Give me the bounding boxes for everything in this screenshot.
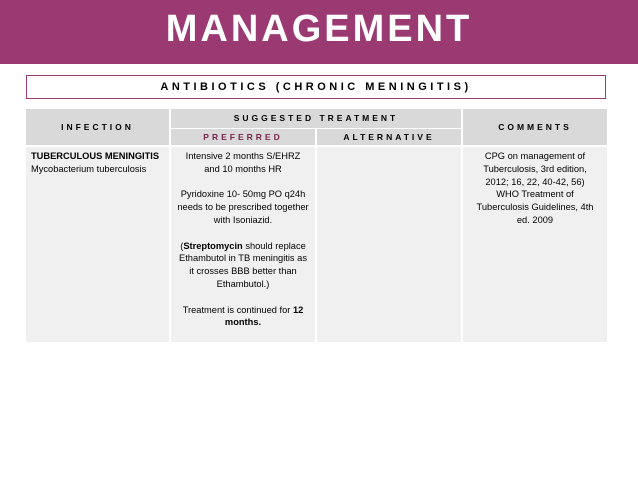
col-header-infection bbox=[26, 109, 169, 145]
col-header-suggested-treatment bbox=[171, 109, 461, 128]
preferred-pyridoxine: Pyridoxine 10- 50mg PO q24h needs to be prescribed together with Isoniazid. bbox=[177, 189, 309, 225]
cell-alternative bbox=[317, 147, 461, 342]
streptomycin-term: Streptomycin bbox=[183, 240, 243, 251]
cell-infection bbox=[26, 147, 169, 342]
infection-title: TUBERCULOUS MENINGITIS bbox=[31, 151, 160, 161]
preferred-duration bbox=[177, 304, 309, 330]
comments-who: WHO Treatment of Tuberculosis Guidelines, 4th ed. 2009 bbox=[476, 189, 594, 225]
col-header-infection-label: INFECTION bbox=[61, 122, 134, 132]
cell-preferred bbox=[171, 147, 315, 342]
col-header-comments bbox=[463, 109, 607, 145]
col-header-suggested-label: SUGGESTED TREATMENT bbox=[233, 113, 399, 123]
preferred-streptomycin-note bbox=[177, 240, 309, 291]
note-rest: should replace Ethambutol in TB meningitis as it crosses BBB better than Ethambutol.) bbox=[179, 240, 307, 289]
duration-value: 12 months. bbox=[224, 304, 304, 328]
col-header-alternative bbox=[317, 129, 461, 145]
col-header-preferred-label: PREFERRED bbox=[203, 132, 283, 142]
infection-organism: Mycobacterium tuberculosis bbox=[31, 163, 147, 174]
duration-text: Treatment is continued for bbox=[182, 304, 293, 315]
page-title: MANAGEMENT bbox=[165, 8, 473, 50]
comments-cpg: CPG on management of Tuberculosis, 3rd edition, 2012; 16, 22, 40-42, 56) bbox=[483, 151, 587, 187]
col-header-preferred bbox=[171, 129, 315, 145]
col-header-comments-label: COMMENTS bbox=[498, 122, 572, 132]
preferred-regimen: Intensive 2 months S/EHRZ and 10 months HR bbox=[185, 151, 301, 174]
col-header-alternative-label: ALTERNATIVE bbox=[343, 132, 435, 142]
section-subtitle: ANTIBIOTICS (CHRONIC MENINGITIS) bbox=[26, 75, 606, 99]
note-open-paren: ( bbox=[180, 240, 184, 251]
header-banner bbox=[0, 0, 638, 64]
cell-comments bbox=[463, 147, 607, 342]
